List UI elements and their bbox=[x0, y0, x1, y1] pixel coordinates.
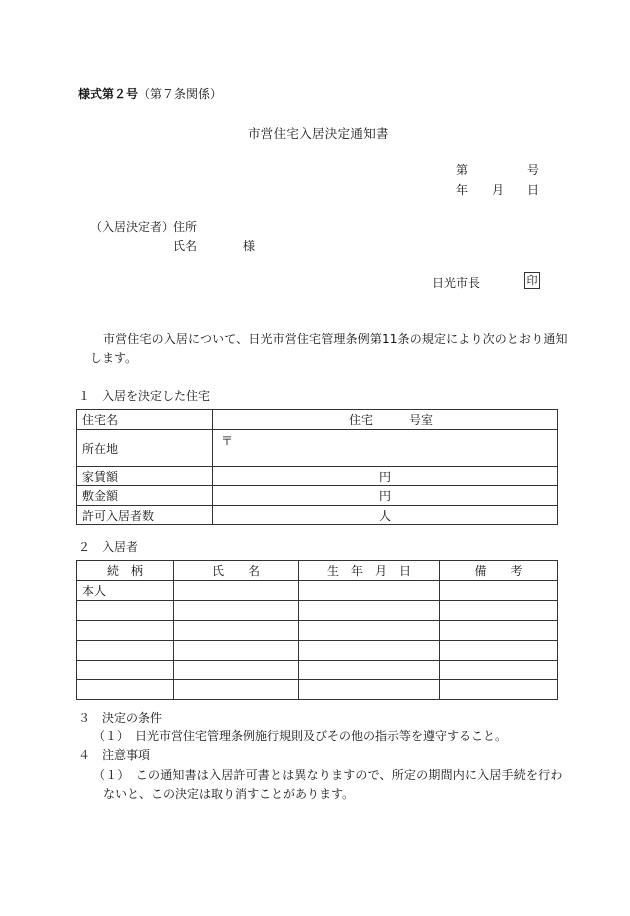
table-row bbox=[77, 641, 558, 661]
ref-go: 号 bbox=[527, 163, 540, 177]
addressee-label: （入居決定者） bbox=[90, 220, 175, 234]
table-cell bbox=[440, 641, 558, 661]
table-cell bbox=[299, 581, 440, 601]
table-cell bbox=[299, 621, 440, 641]
house-info-table bbox=[76, 409, 558, 525]
house-name-label: 住宅名 bbox=[77, 410, 213, 430]
body-line-2: します。 bbox=[90, 351, 138, 365]
table-cell bbox=[440, 621, 558, 641]
table-cell bbox=[440, 581, 558, 601]
table-cell bbox=[440, 601, 558, 621]
ref-dai: 第 bbox=[456, 163, 469, 177]
table-header-row bbox=[77, 561, 558, 581]
table-cell bbox=[174, 621, 299, 641]
location-value: 〒 bbox=[213, 430, 558, 467]
deposit-value: 円 bbox=[213, 486, 558, 506]
seal-mark bbox=[524, 272, 540, 289]
table-cell bbox=[440, 661, 558, 680]
self-label: 本人 bbox=[77, 581, 174, 601]
address-label: 住所 bbox=[173, 220, 198, 234]
table-row bbox=[77, 486, 558, 506]
table-cell bbox=[299, 661, 440, 680]
permitted-residents-label: 許可入居者数 bbox=[77, 506, 213, 525]
deposit-label: 敷金額 bbox=[77, 486, 213, 506]
form-number-line bbox=[78, 85, 222, 102]
table-cell bbox=[299, 601, 440, 621]
col-relationship: 続 柄 bbox=[77, 561, 174, 581]
table-cell bbox=[174, 601, 299, 621]
honorific: 様 bbox=[243, 239, 256, 253]
table-cell bbox=[174, 641, 299, 661]
seal-text: 印 bbox=[524, 272, 540, 289]
table-row bbox=[77, 581, 558, 601]
table-row bbox=[77, 601, 558, 621]
table-cell bbox=[174, 581, 299, 601]
notice-item-1-line-2: ないと、この決定は取り消すことがあります。 bbox=[103, 787, 355, 801]
issuer-name: 日光市長 bbox=[432, 276, 481, 290]
table-row bbox=[77, 661, 558, 680]
rent-label: 家賃額 bbox=[77, 467, 213, 486]
table-row bbox=[77, 430, 558, 467]
table-cell bbox=[174, 661, 299, 680]
section2-heading: ２ 入居者 bbox=[78, 540, 139, 554]
table-cell bbox=[77, 641, 174, 661]
table-cell bbox=[299, 641, 440, 661]
rent-value: 円 bbox=[213, 467, 558, 486]
date-year: 年 bbox=[456, 183, 469, 197]
location-label: 所在地 bbox=[77, 430, 213, 467]
table-cell bbox=[77, 601, 174, 621]
residents-table bbox=[76, 560, 558, 700]
name-label: 氏名 bbox=[173, 239, 198, 253]
table-row bbox=[77, 621, 558, 641]
table-cell bbox=[77, 661, 174, 680]
form-number: 様式第２号 bbox=[78, 87, 139, 101]
col-name: 氏 名 bbox=[174, 561, 299, 581]
col-remarks: 備 考 bbox=[440, 561, 558, 581]
house-name-value: 住宅 号室 bbox=[213, 410, 558, 430]
table-row bbox=[77, 410, 558, 430]
table-cell bbox=[77, 680, 174, 700]
date-day: 日 bbox=[527, 183, 540, 197]
body-line-1: 市営住宅の入居について、日光市営住宅管理条例第11条の規定により次のとおり通知 bbox=[103, 332, 568, 346]
date-month: 月 bbox=[492, 183, 505, 197]
table-row bbox=[77, 467, 558, 486]
table-cell bbox=[174, 680, 299, 700]
permitted-residents-value: 人 bbox=[213, 506, 558, 525]
document-title: 市営住宅入居決定通知書 bbox=[248, 126, 389, 141]
table-row bbox=[77, 680, 558, 700]
table-cell bbox=[77, 621, 174, 641]
section3-heading: ３ 決定の条件 bbox=[78, 711, 163, 725]
table-cell bbox=[299, 680, 440, 700]
form-relation: （第７条関係） bbox=[138, 87, 223, 101]
col-birthdate: 生 年 月 日 bbox=[299, 561, 440, 581]
table-cell bbox=[440, 680, 558, 700]
section4-heading: ４ 注意事項 bbox=[78, 748, 151, 762]
section1-heading: １ 入居を決定した住宅 bbox=[78, 389, 211, 403]
table-row bbox=[77, 506, 558, 525]
condition-item-1: （１） 日光市営住宅管理条例施行規則及びその他の指示等を遵守すること。 bbox=[93, 729, 508, 743]
notice-item-1-line-1: （１） この通知書は入居許可書とは異なりますので、所定の期間内に入居手続を行わ bbox=[93, 768, 563, 782]
